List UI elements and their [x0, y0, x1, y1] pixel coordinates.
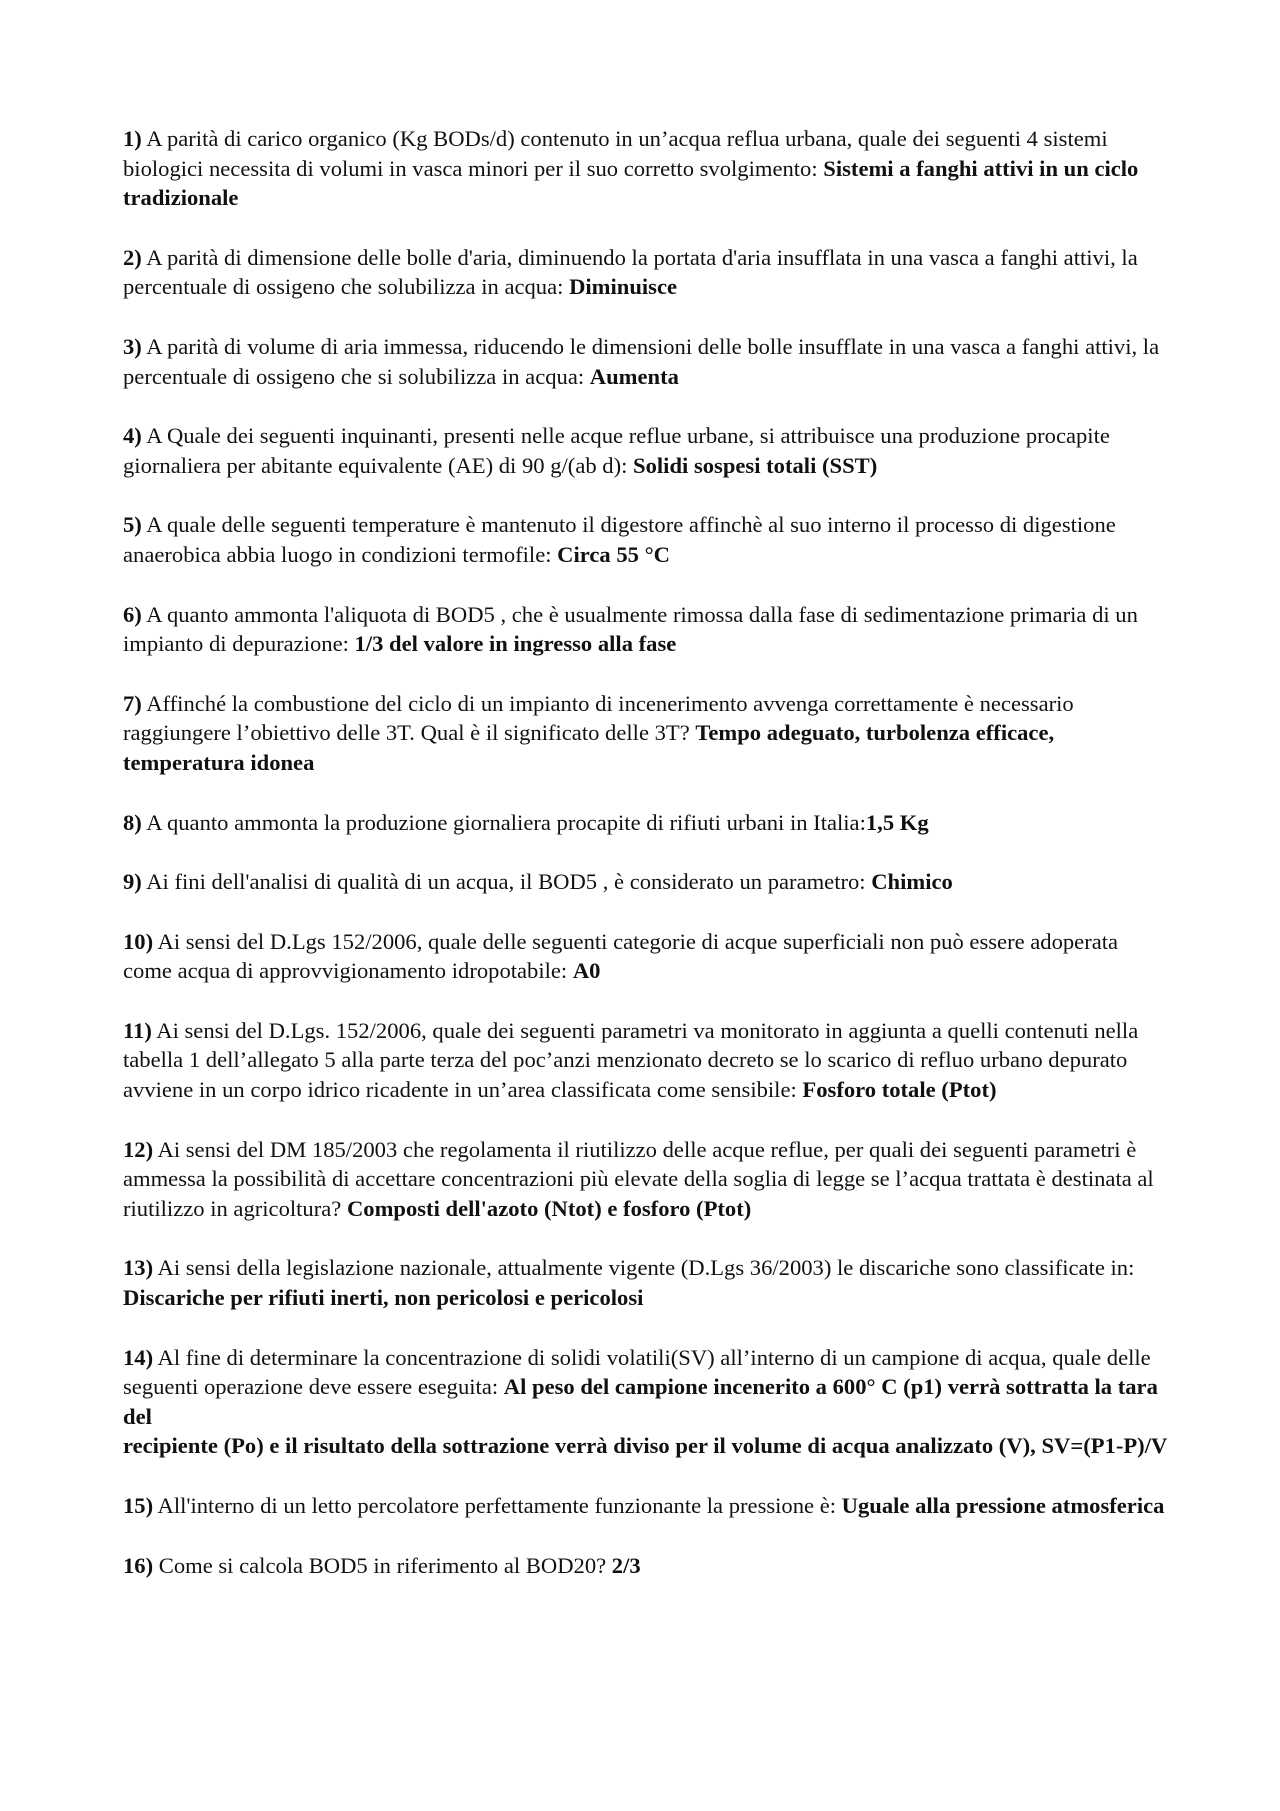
question-number: 14) [123, 1344, 154, 1370]
question-answer: 1,5 Kg [865, 809, 929, 835]
question-answer: Discariche per rifiuti inerti, non pericolosi e pericolosi [123, 1285, 644, 1311]
question-text: A Quale dei seguenti inquinanti, presenti nelle acque reflue urbane, si attribuisce una produzione procapite giornaliera per abitante equivalente (AE) di 90 g/(ab d): [123, 423, 1110, 478]
question-answer: Diminuisce [569, 274, 678, 300]
question-answer: Composti dell'azoto (Ntot) e fosforo (Ptot) [346, 1195, 752, 1221]
question-number: 5) [123, 512, 142, 538]
question-answer: Al peso del campione incenerito a 600° C (p1) verrà sottratta la tara del [123, 1374, 1158, 1429]
question-3 [123, 332, 1168, 391]
question-number: 13) [123, 1255, 154, 1281]
question-answer: Uguale alla pressione atmosferica [841, 1493, 1165, 1518]
question-answer: Sistemi a fanghi attivi in un ciclo tradizionale [123, 155, 1139, 211]
question-text: A quanto ammonta la produzione giornaliera procapite di rifiuti urbani in Italia: [141, 809, 866, 835]
question-10 [123, 927, 1168, 986]
question-text: Ai sensi del D.Lgs 152/2006, quale delle seguenti categorie di acque superficiali non può essere adoperata come acqua di approvvigionamento idropotabile: [123, 928, 1119, 984]
question-1 [123, 124, 1168, 213]
question-text: A parità di volume di aria immessa, riducendo le dimensioni delle bolle insufflate in una vasca a fanghi attivi, la percentuale di ossigeno che si solubilizza in acqua: [123, 333, 1160, 389]
question-number: 6) [123, 601, 142, 627]
question-text: Ai sensi della legislazione nazionale, attualmente vigente (D.Lgs 36/2003) le discariche sono classificate in: [153, 1255, 1135, 1281]
question-number: 15) [123, 1493, 154, 1518]
question-text: A quale delle seguenti temperature è mantenuto il digestore affinchè al suo interno il processo di digestione anaerobica abbia luogo in condizioni termofile: [123, 512, 1116, 567]
question-answer: Circa 55 °C [557, 541, 670, 567]
question-14 [123, 1343, 1168, 1461]
question-6 [123, 600, 1168, 659]
question-number: 12) [123, 1136, 154, 1162]
question-text: Al fine di determinare la concentrazione di solidi volatili(SV) all’interno di un campione di acqua, quale delle seguenti operazione deve essere eseguita: [123, 1344, 1151, 1400]
question-text: A quanto ammonta l'aliquota di BOD5 , che è usualmente rimossa dalla fase di sedimentazione primaria di un impianto di depurazione: [123, 601, 1138, 657]
question-answer-continued: recipiente (Po) e il risultato della sottrazione verrà diviso per il volume di acqua analizzato (V), SV=(P1-P)/V [123, 1433, 1168, 1459]
document-page [123, 124, 1168, 1610]
question-answer: 2/3 [611, 1552, 641, 1578]
question-answer: Tempo adeguato, turbolenza efficace, temperatura idonea [123, 720, 1055, 775]
question-number: 8) [123, 809, 142, 835]
question-answer: Fosforo totale (Ptot) [802, 1077, 997, 1103]
question-number: 1) [123, 126, 142, 151]
question-answer: Solidi sospesi totali (SST) [633, 452, 878, 478]
question-number: 2) [123, 244, 142, 270]
question-4 [123, 421, 1168, 480]
question-text: Ai sensi del DM 185/2003 che regolamenta il riutilizzo delle acque reflue, per quali dei seguenti parametri è ammessa la possibilità di accettare concentrazioni più elevate della soglia di legge se l’acqua trattata è destinata al riutilizzo in agricoltura? [123, 1136, 1154, 1221]
question-answer: Aumenta [589, 363, 679, 389]
question-number: 9) [123, 869, 142, 895]
question-text: Ai sensi del D.Lgs. 152/2006, quale dei seguenti parametri va monitorato in aggiunta a quelli contenuti nella tabella 1 dell’allegato 5 alla parte terza del poc’anzi menzionato decreto se lo scarico di refluo urbano depurato avviene in un corpo idrico ricadente in un’area classificata come sensibile: [123, 1017, 1139, 1103]
question-12 [123, 1135, 1168, 1224]
question-number: 10) [123, 928, 154, 954]
question-answer: A0 [572, 958, 601, 984]
question-text: A parità di dimensione delle bolle d'aria, diminuendo la portata d'aria insufflata in una vasca a fanghi attivi, la percentuale di ossigeno che solubilizza in acqua: [123, 244, 1138, 300]
question-number: 16) [123, 1552, 154, 1578]
question-number: 3) [123, 333, 142, 359]
question-2 [123, 243, 1168, 302]
question-text: A parità di carico organico (Kg BODs/d) contenuto in un’acqua reflua urbana, quale dei seguenti 4 sistemi biologici necessita di volumi in vasca minori per il suo corretto svolgimento: [123, 126, 1108, 181]
question-text: All'interno di un letto percolatore perfettamente funzionante la pressione è: [153, 1493, 842, 1518]
question-number: 7) [123, 690, 142, 716]
question-number: 4) [123, 423, 142, 449]
question-answer: 1/3 del valore in ingresso alla fase [354, 631, 677, 657]
question-text: Affinché la combustione del ciclo di un impianto di incenerimento avvenga correttamente è necessario raggiungere l’obiettivo delle 3T. Qual è il significato delle 3T? [123, 690, 1074, 746]
question-7 [123, 689, 1168, 778]
question-text: Come si calcola BOD5 in riferimento al BOD20? [153, 1552, 612, 1578]
question-15 [123, 1491, 1168, 1521]
question-16 [123, 1551, 1168, 1581]
question-text: Ai fini dell'analisi di qualità di un acqua, il BOD5 , è considerato un parametro: [141, 869, 872, 895]
question-9 [123, 867, 1168, 897]
question-13 [123, 1253, 1168, 1312]
question-number: 11) [123, 1017, 152, 1043]
question-8 [123, 808, 1168, 838]
question-5 [123, 510, 1168, 569]
question-answer: Chimico [871, 869, 953, 895]
question-11 [123, 1016, 1168, 1105]
